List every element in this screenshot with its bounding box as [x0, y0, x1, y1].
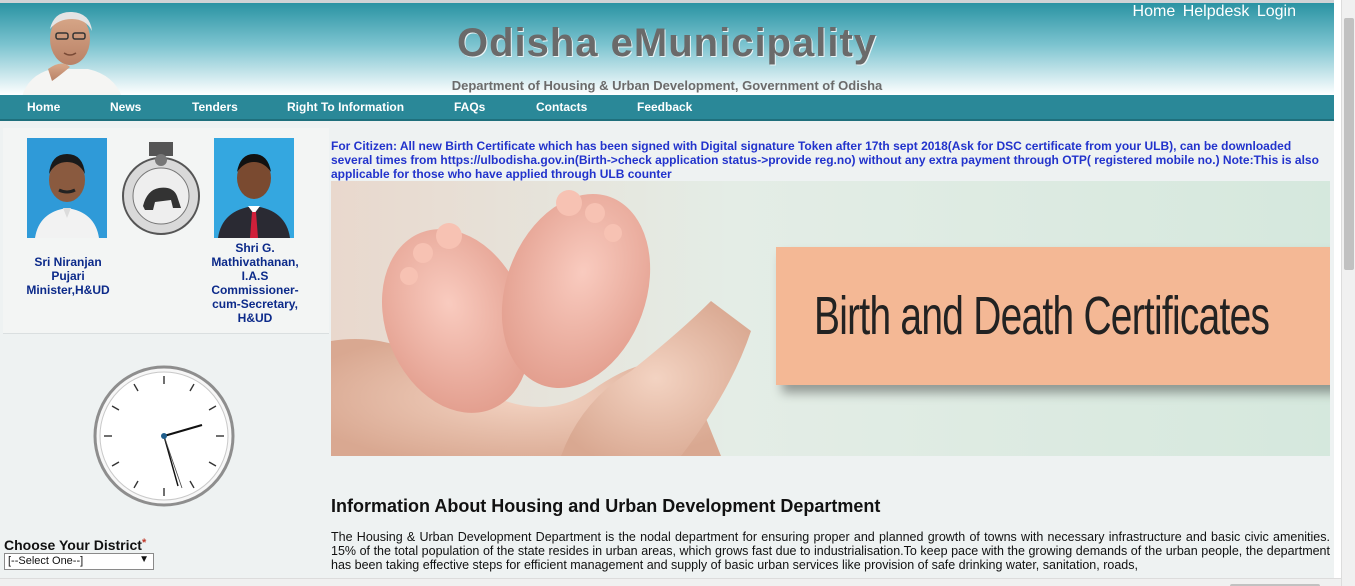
district-label: Choose Your District*: [4, 537, 147, 553]
banner-label: Birth and Death Certificates: [814, 286, 1270, 346]
secretary-photo: [214, 138, 294, 238]
site-header: [0, 0, 1334, 95]
birth-death-banner[interactable]: [331, 181, 1330, 456]
minister-name: Sri Niranjan Pujari Minister,H&UD: [26, 255, 110, 297]
nav-item-rti[interactable]: Right To Information: [287, 100, 405, 114]
nav-item-faqs[interactable]: FAQs: [454, 100, 486, 114]
analog-clock: [92, 364, 236, 508]
odisha-emblem: [119, 138, 203, 242]
vertical-scrollbar-thumb[interactable]: [1344, 18, 1354, 270]
top-link-home[interactable]: Home: [1132, 3, 1176, 20]
district-select[interactable]: [4, 553, 154, 570]
main-nav: [0, 95, 1334, 121]
site-title: Odisha eMunicipality: [456, 21, 878, 65]
info-text: The Housing & Urban Development Department is the nodal department for ensuring proper and planned growth of towns with necessary infrastructure and basic civic amenities. 15% of the total population of the state resides in urban areas, which grows fast due to industrialisation.To keep pace with the growing demands of the urban people, the department has been taking effective steps for efficient management and supply of basic urban services like provision of safe drinking water, sanitation, roads,: [331, 530, 1330, 572]
chevron-down-icon: ▼: [139, 554, 149, 565]
nav-item-tenders[interactable]: Tenders: [192, 100, 238, 114]
info-heading: Information About Housing and Urban Development Department: [331, 496, 881, 516]
officials-panel: [3, 128, 329, 334]
secretary-name: Shri G. Mathivathanan, I.A.S Commissioner- cum-Secretary, H&UD: [211, 241, 299, 325]
citizen-notice: For Citizen: All new Birth Certificate which has been signed with Digital signature Token after 17th sept 2018(Ask for DSC certificate from your ULB), can be downloaded several times from https://ulbodisha.gov.in(Birth->check application status->provide reg.no) without any extra payment through OTP( registered mobile no.) Note:This is also applicable for those who have applied through ULB counter: [331, 139, 1319, 181]
horizontal-scrollbar[interactable]: [0, 578, 1341, 586]
top-links: [1130, 3, 1296, 21]
nav-item-contacts[interactable]: Contacts: [536, 100, 588, 114]
site-subtitle: Department of Housing & Urban Development, Government of Odisha: [451, 78, 883, 93]
nav-item-feedback[interactable]: Feedback: [637, 100, 693, 114]
vertical-scrollbar[interactable]: [1341, 0, 1355, 586]
banner-label-box: [776, 247, 1330, 385]
minister-photo: [27, 138, 107, 238]
top-link-helpdesk[interactable]: Helpdesk: [1182, 3, 1250, 20]
district-select-value: [--Select One--]: [8, 555, 84, 567]
required-mark: *: [141, 537, 147, 549]
top-link-login[interactable]: Login: [1256, 3, 1296, 20]
nav-item-home[interactable]: Home: [27, 100, 61, 114]
nav-item-news[interactable]: News: [110, 100, 142, 114]
